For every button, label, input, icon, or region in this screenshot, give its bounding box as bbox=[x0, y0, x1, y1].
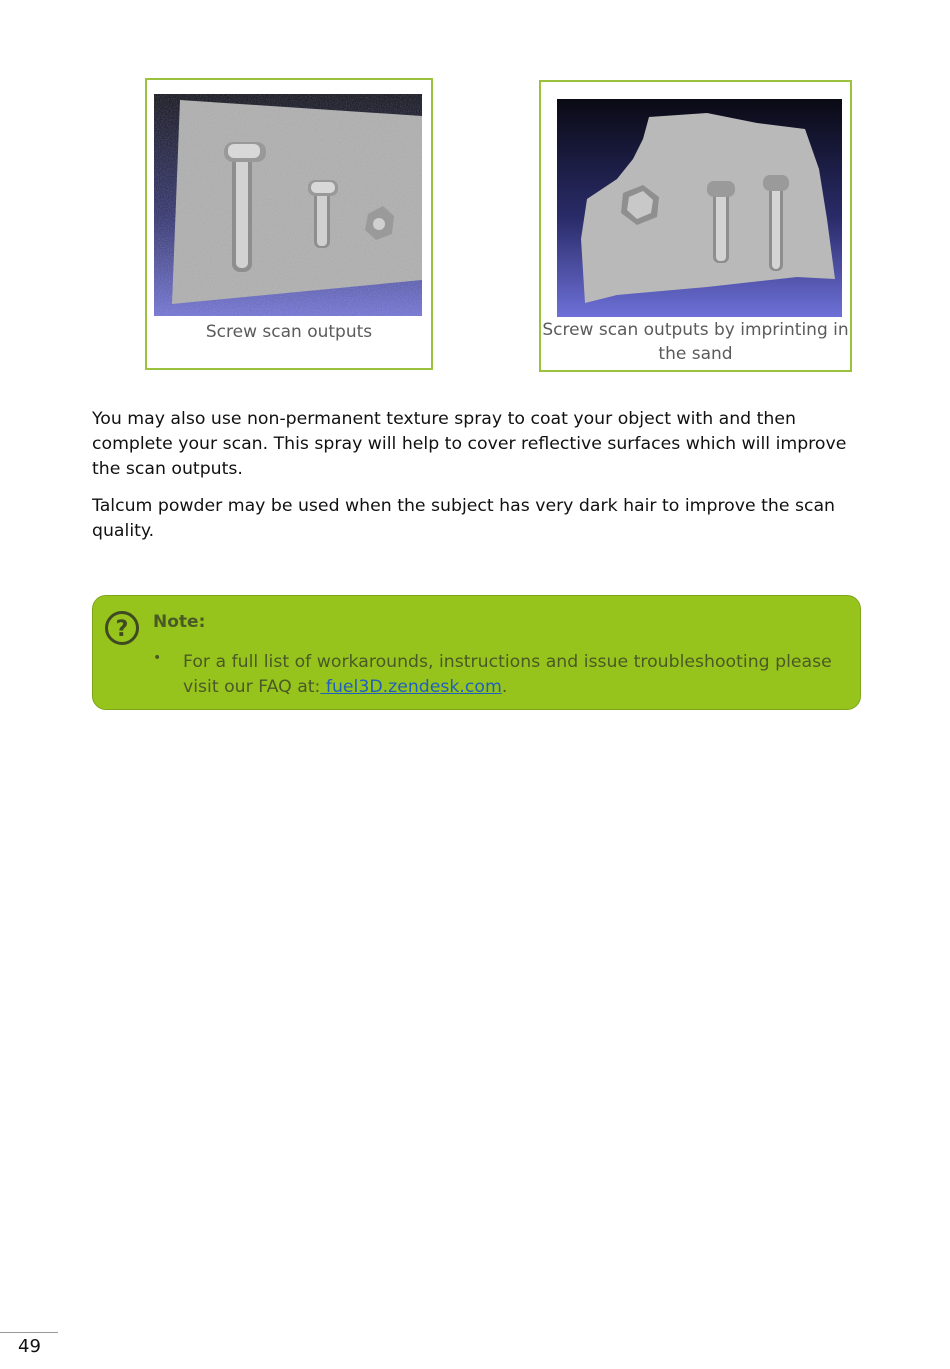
bullet-marker: • bbox=[153, 650, 162, 666]
svg-text:?: ? bbox=[115, 617, 129, 642]
question-mark-circle-icon bbox=[104, 610, 140, 646]
note-text: For a full list of workarounds, instructions and issue troubleshooting please visit our FAQ at: bbox=[183, 652, 832, 697]
note-text-end: . bbox=[501, 677, 508, 697]
faq-link[interactable]: fuel3D.zendesk.com bbox=[320, 677, 502, 697]
figure-caption: Screw scan outputs bbox=[205, 322, 373, 342]
body-paragraph-texture-spray: You may also use non-permanent texture spray to coat your object with and then complete your scan. This spray will help to cover reflective surfaces which will improve the scan outputs. bbox=[92, 409, 847, 479]
page-number: 49 bbox=[18, 1336, 41, 1357]
note-bullet-text bbox=[183, 650, 843, 700]
screw-scan-image bbox=[154, 94, 422, 316]
footer-divider bbox=[0, 1332, 58, 1333]
note-title: Note: bbox=[153, 612, 206, 632]
note-box bbox=[92, 595, 861, 710]
figure-screw-scan bbox=[145, 78, 433, 370]
figure-caption: Screw scan outputs by imprinting in the sand bbox=[542, 320, 849, 364]
figure-screw-scan-sand bbox=[539, 80, 852, 372]
body-paragraph-talcum-powder: Talcum powder may be used when the subject has very dark hair to improve the scan quality. bbox=[92, 496, 836, 541]
screw-sand-scan-image bbox=[557, 99, 842, 317]
